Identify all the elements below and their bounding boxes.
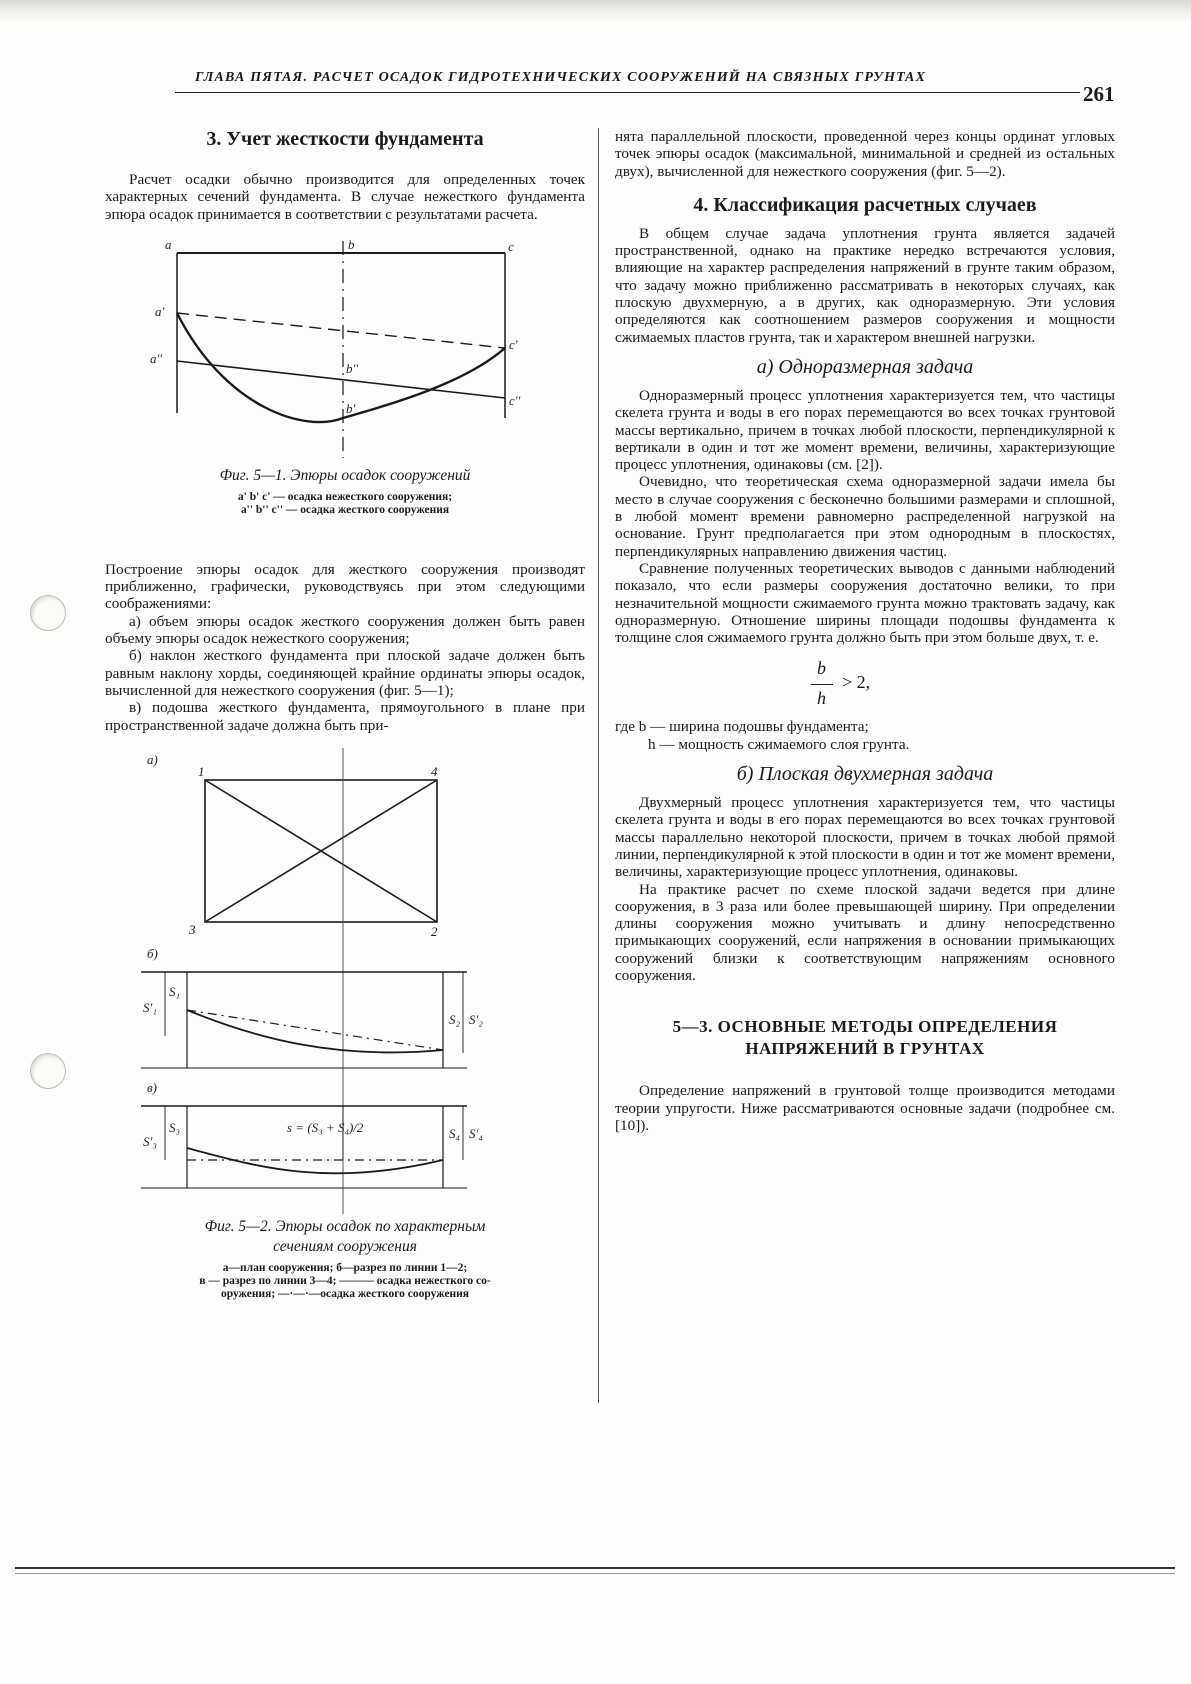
fig-label-a: а) (147, 751, 158, 767)
corner-2: 2 (431, 923, 438, 939)
figure-5-2-caption-2: сечениям сооружения (273, 1237, 417, 1255)
label-s4-prime: S′₄ (469, 1125, 483, 1141)
paragraph: Очевидно, что теоретическая схема одноразмерной задачи имела бы место в случае сооружения с бесконечно большими размерами и сплошной, в любой момент времени равномерно распределенной нагрузкой на основание. Грунт предполагается при этом однородным в плоскостях, перпендикулярных направлению движения частиц. (615, 473, 1115, 560)
section-title-line-1: 5—3. ОСНОВНЫЕ МЕТОДЫ ОПРЕДЕЛЕНИЯ (672, 1017, 1058, 1037)
right-column (615, 128, 1115, 1134)
label-c-prime: c' (509, 336, 518, 352)
corner-4: 4 (431, 763, 438, 779)
figure-5-1 (105, 233, 585, 517)
figure-5-1-legend-2: a'' b'' c'' — осадка жесткого сооружения (240, 503, 450, 516)
section-title-4: 4. Классификация расчетных случаев (693, 193, 1037, 216)
corner-1: 1 (198, 763, 205, 779)
paragraph: Определение напряжений в грунтовой толще производится методами теории упругости. Ниже рассматриваются основные задачи (подробнее см. [10]). (615, 1082, 1115, 1134)
bottom-rule-thin (15, 1573, 1175, 1574)
symbol-definitions (615, 718, 1115, 753)
settlement-diagram-5-2 (105, 748, 585, 1214)
label-s2: S₂ (449, 1011, 461, 1027)
settlement-diagram-5-1 (105, 233, 585, 463)
paragraph: Двухмерный процесс уплотнения характеризуется тем, что частицы скелета грунта и воды в его порах перемещаются во всех точках грунтовой массы параллельно некоторой плоскости, причем в точках любой прямой линии, перпендикулярной к этой плоскости в один и тот же момент времени, величины, характеризующие процесс уплотнения, одинаковы. (615, 794, 1115, 881)
figure-5-2-legend-1: а—план сооружения; б—разрез по линии 1—2; (222, 1261, 468, 1274)
paragraph: Построение эпюры осадок для жесткого сооружения производят приближенно, графически, руководствуясь при этом следующими соображениями: (105, 560, 585, 613)
punch-hole-bottom (30, 1053, 66, 1089)
formula-denominator: h (817, 688, 826, 709)
label-s3: S₃ (169, 1119, 181, 1135)
paragraph: Одноразмерный процесс уплотнения характеризуется тем, что частицы скелета грунта и воды в его порах перемещаются во всех точках грунтовой массы вертикально, причем в точках любой плоскости, перпендикулярной к вертикали в один и тот же момент времени, величины, характеризующие процесс уплотнения, одинаковы (см. [2]). (615, 386, 1115, 474)
label-a-prime: a' (155, 303, 165, 319)
punch-hole-top (30, 595, 66, 631)
page-number: 261 (1083, 82, 1115, 106)
paragraph: нята параллельной плоскости, проведенной через концы ординат угловых точек эпюры осадок (максимальной, минимальной и средней из остальных двух), вычисленной для нежесткого сооружения (фиг. 5—2). (615, 128, 1115, 180)
paragraph: В общем случае задача уплотнения грунта является задачей пространственной, однако на практике нередко встречаются условия, влияющие на характер распределения напряжений в грунте таким образом, что задачу можно приближенно рассматривать в некоторых случаях, как плоскую двухмерную, а в других, как одноразмерную. Эти условия определяются как соотношением размеров сооружения и мощности сжимаемых пластов грунта, так и характером внешней нагрузки. (615, 224, 1115, 346)
paragraph: На практике расчет по схеме плоской задачи ведется при длине сооружения, в 3 раза или более превышающей ширину. При определении длины сооружения можно учитывать и длину непосредственно примыкающих сооружений, если напряжения в основании примыкающих сооружений близки к соответствующим напряжениям основного сооружения. (615, 880, 1115, 984)
figure-5-2-legend-3: оружения; —·—·—осадка жесткого сооружения (220, 1287, 470, 1300)
left-column (105, 120, 585, 1301)
figure-5-2-legend-2: в — разрез по линии 3—4; ——— осадка нежесткого со- (199, 1274, 491, 1287)
running-head: ГЛАВА ПЯТАЯ. РАСЧЕТ ОСАДОК ГИДРОТЕХНИЧЕСКИХ СООРУЖЕНИЙ НА СВЯЗНЫХ ГРУНТАХ (195, 70, 927, 85)
formula-relation: > 2, (842, 672, 871, 693)
subsection-title-b: б) Плоская двухмерная задача (736, 763, 994, 786)
fig-label-c: в) (147, 1079, 157, 1095)
formula-numerator: b (817, 658, 826, 679)
label-s1-prime: S′₁ (143, 999, 157, 1015)
label-c-double-prime: c'' (509, 392, 521, 408)
corner-3: 3 (189, 921, 196, 937)
list-item-b: б) наклон жесткого фундамента при плоской задаче должен быть равным наклону хорды, соединяющей крайние ординаты эпюры осадок, вычисленной для нежесткого сооружения (фиг. 5—1); (105, 647, 585, 699)
bottom-rule (15, 1567, 1175, 1569)
paragraph: Сравнение полученных теоретических выводов с данными наблюдений показало, что если размеры сооружения достаточно велики, то при незначительной мощности сжимаемого грунта можно трактовать задачу, как одноразмерную. Отношение ширины площади подошвы фундамента к толщине слоя сжимаемого грунта должно быть при этом больше двух, т. е. (615, 559, 1115, 647)
paragraph: Расчет осадки обычно производится для определенных точек характерных сечений фундамента. В случае нежесткого фундамента эпюра осадок принимается в соответствии с результатами расчета. (105, 171, 585, 223)
fraction-bar (811, 684, 833, 685)
label-a-double-prime: a'' (150, 350, 163, 366)
average-formula: s = (S₃ + S₄)/2 (287, 1119, 364, 1135)
section-title-line-2: НАПРЯЖЕНИЙ В ГРУНТАХ (745, 1039, 985, 1059)
label-b: b (348, 236, 355, 252)
definition-b: где b — ширина подошвы фундамента; (615, 718, 869, 736)
label-c: c (508, 238, 514, 254)
header-rule (175, 92, 1080, 93)
figure-5-2-caption-1: Фиг. 5—2. Эпюры осадок по характерным (204, 1217, 486, 1235)
fig-label-b: б) (147, 945, 158, 961)
section-title-3: 3. Учет жесткости фундамента (206, 128, 484, 150)
label-s4: S₄ (449, 1125, 461, 1141)
list-item-a: а) объем эпюры осадок жесткого сооружения должен быть равен объему эпюры осадок нежесткого сооружения; (105, 612, 585, 648)
subsection-title-a: а) Одноразмерная задача (756, 355, 974, 378)
label-s1: S₁ (169, 983, 181, 999)
ratio-formula (615, 658, 1115, 714)
label-s2-prime: S′₂ (469, 1011, 483, 1027)
label-a: a (165, 236, 172, 252)
label-s3-prime: S′₃ (143, 1133, 157, 1149)
column-divider (598, 128, 599, 1403)
figure-5-2 (105, 748, 585, 1301)
label-b-double-prime: b'' (346, 360, 359, 376)
section-title-5-3 (615, 1016, 1115, 1060)
list-item-c: в) подошва жесткого фундамента, прямоугольного в плане при пространственной задаче должна быть при- (105, 699, 585, 734)
definition-h: h — мощность сжимаемого слоя грунта. (648, 735, 910, 753)
scan-top-edge (0, 0, 1191, 22)
label-b-prime: b' (346, 400, 356, 416)
figure-5-1-legend-1: a' b' c' — осадка нежесткого сооружения; (237, 490, 453, 503)
figure-5-1-caption: Фиг. 5—1. Эпюры осадок сооружений (219, 466, 471, 484)
